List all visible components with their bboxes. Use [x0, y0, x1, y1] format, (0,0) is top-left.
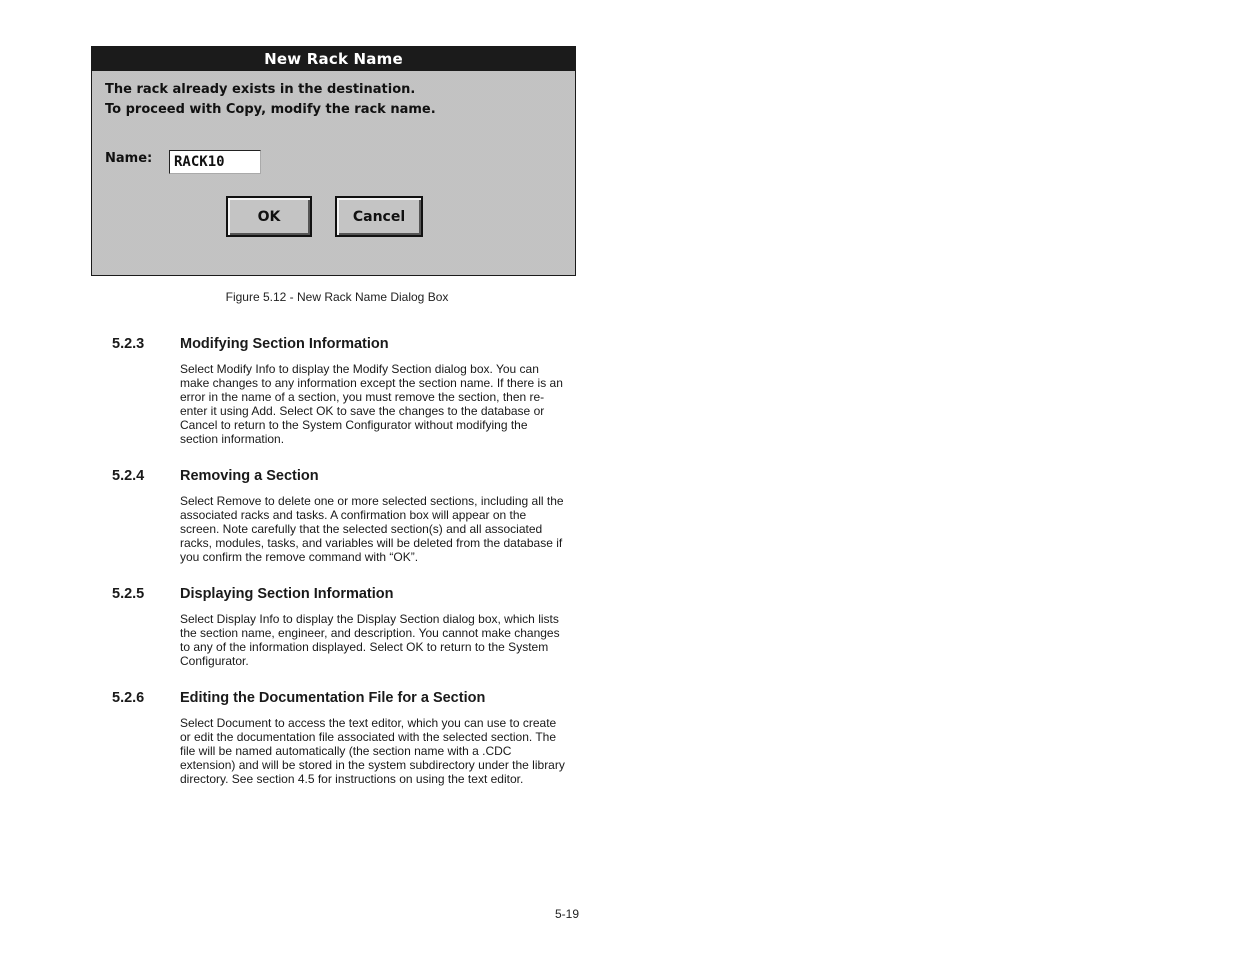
- figure-caption: Figure 5.12 - New Rack Name Dialog Box: [225, 290, 449, 304]
- section-heading: Removing a Section: [180, 468, 319, 484]
- section-body: Select Modify Info to display the Modify Section dialog box. You can make changes to any information except the section name. If there is an error in the name of a section, you must remove the section, then re-enter it using Add. Select OK to save the changes to the database or Cancel to return to the System Configurator without modifying the section information.: [180, 362, 563, 447]
- section-body: Select Display Info to display the Display Section dialog box, which lists the section name, engineer, and description. You cannot make changes to any of the information displayed. Select OK to return to the System Configurator.: [180, 612, 560, 669]
- section-heading: Displaying Section Information: [180, 586, 394, 602]
- section-heading: Modifying Section Information: [180, 336, 389, 352]
- section-number: 5.2.6: [112, 690, 145, 706]
- dialog-titlebar: [92, 47, 575, 71]
- cancel-button[interactable]: Cancel: [335, 196, 423, 237]
- dialog-message-line-1: The rack already exists in the destination.: [105, 82, 416, 97]
- section-heading: Editing the Documentation File for a Section: [180, 690, 486, 706]
- ok-button[interactable]: OK: [226, 196, 312, 237]
- page-number: 5-19: [555, 907, 580, 921]
- new-rack-name-dialog: [91, 46, 576, 276]
- rack-name-input[interactable]: [169, 150, 261, 174]
- section-number: 5.2.5: [112, 586, 145, 602]
- section-body: Select Document to access the text editor, which you can use to create or edit the documentation file associated with the selected section. The file will be named automatically (the section name with a .CDC extension) and will be stored in the system subdirectory under the library directory. See section 4.5 for instructions on using the text editor.: [180, 716, 565, 787]
- name-label: Name:: [105, 151, 153, 166]
- section-body: Select Remove to delete one or more selected sections, including all the associated racks and tasks. A confirmation box will appear on the screen. Note carefully that the selected section(s) and all associated racks, modules, tasks, and variables will be deleted from the database if you confirm the remove command with “OK”.: [180, 494, 564, 565]
- dialog-message-line-2: To proceed with Copy, modify the rack name.: [105, 102, 436, 117]
- section-number: 5.2.3: [112, 336, 145, 352]
- section-number: 5.2.4: [112, 468, 145, 484]
- dialog-title: New Rack Name: [264, 50, 403, 68]
